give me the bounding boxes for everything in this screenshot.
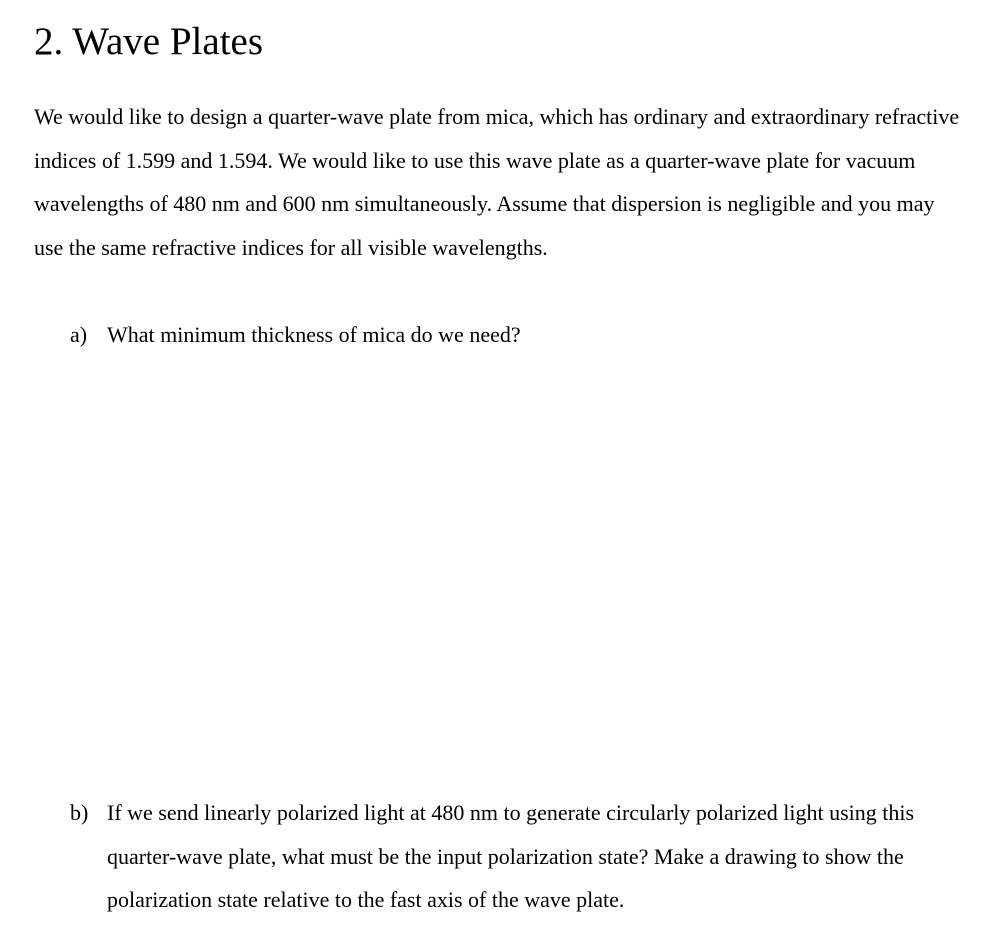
- question-a: [70, 313, 970, 357]
- problem-statement: We would like to design a quarter-wave plate from mica, which has ordinary and extraordinary refractive indices of 1.599 and 1.594. We would like to use this wave plate as a quarter-wave plate for vacuum wavelengths of 480 nm and 600 nm simultaneously. Assume that dispersion is negligible and you may use the same refractive indices for all visible wavelengths.: [34, 104, 960, 260]
- question-b: [70, 791, 970, 922]
- question-a-text: What minimum thickness of mica do we need?: [107, 322, 521, 347]
- question-b-text: If we send linearly polarized light at 480 nm to generate circularly polarized light using this quarter-wave plate, what must be the input polarization state? Make a drawing to show the polarization state relative to the fast axis of the wave plate.: [107, 800, 915, 912]
- question-a-label: a): [70, 322, 88, 347]
- question-b-label: b): [70, 800, 89, 825]
- section-title: 2. Wave Plates: [34, 20, 264, 63]
